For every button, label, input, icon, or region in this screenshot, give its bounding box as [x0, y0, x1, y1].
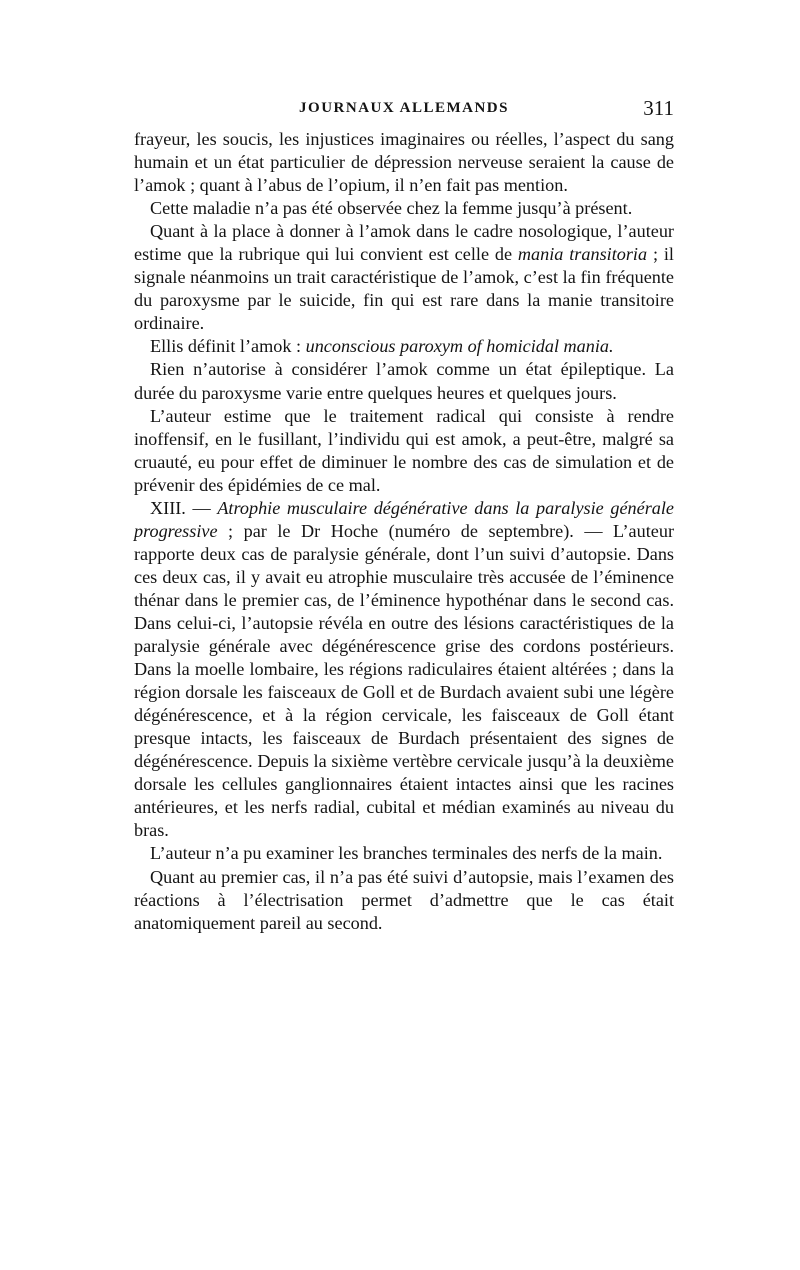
paragraph: [134, 128, 674, 197]
page-number: 311: [643, 96, 674, 120]
text-run: frayeur, les soucis, les injustices imaginaires ou réelles, l’aspect du sang humain et un état particulier de dépression nerveuse seraient la cause de l’amok ; quant à l’abus de l’opium, il n’en fait pas mention.: [134, 129, 674, 196]
text-run: XIII. —: [150, 497, 218, 518]
running-title: JOURNAUX ALLEMANDS: [299, 100, 509, 116]
text-run: Quant à la place à donner à l’amok dans le cadre nosologique, l’auteur estime que la rubrique qui lui convient est celle de: [134, 221, 674, 265]
italic-text: mania transitoria: [517, 244, 648, 265]
text-run: Rien n’autorise à considérer l’amok comme un état épileptique. La durée du paroxysme varie entre quelques heures et quelques jours.: [134, 359, 674, 403]
italic-text: unconscious paroxym of homicidal mania.: [305, 336, 614, 357]
paragraph: [134, 358, 674, 404]
text-run: L’auteur n’a pu examiner les branches terminales des nerfs de la main.: [150, 843, 663, 864]
paragraph: [134, 842, 674, 865]
paragraph: [134, 197, 674, 220]
paragraph: [134, 335, 674, 358]
running-head: [134, 96, 674, 122]
italic-text: Atrophie musculaire dégénérative dans la paralysie générale progressive: [134, 497, 674, 541]
body-text: [134, 128, 674, 935]
text-run: Cette maladie n’a pas été observée chez la femme jusqu’à présent.: [150, 198, 633, 219]
text-run: Quant au premier cas, il n’a pas été suivi d’autopsie, mais l’examen des réactions à l’électrisation permet d’admettre que le cas était anatomiquement pareil au second.: [134, 866, 674, 933]
paragraph: [134, 220, 674, 335]
text-run: ; il signale néanmoins un trait caractéristique de l’amok, c’est la fin fréquente du paroxysme par le suicide, fin qui est rare dans la manie transitoire ordinaire.: [134, 244, 674, 334]
text-run: L’auteur estime que le traitement radical qui consiste à rendre inoffensif, en le fusillant, l’individu qui est amok, a peut-être, malgré sa cruauté, eu pour effet de diminuer le nombre des cas de simulation et de prévenir des épidémies de ce mal.: [134, 405, 674, 495]
text-run: Ellis définit l’amok :: [150, 336, 306, 357]
paragraph: [134, 497, 674, 843]
text-run: ; par le Dr Hoche (numéro de septembre). — L’auteur rapporte deux cas de paralysie générale, dont l’un suivi d’autopsie. Dans ces deux cas, il y avait eu atrophie musculaire très accusée de l’éminence thénar dans le premier cas, de l’éminence hypothénar dans le second cas. Dans celui-ci, l’autopsie révéla en outre des lésions caractéristiques de la paralysie générale avec dégénérescence grise des cordons postérieurs. Dans la moelle lombaire, les régions radiculaires étaient altérées ; dans la région dorsale les faisceaux de Goll et de Burdach avaient subi une légère dégénérescence, et à la région cervicale, les faisceaux de Goll étant presque intacts, les faisceaux de Burdach présentaient des signes de dégénérescence. Depuis la sixième vertèbre cervicale jusqu’à la deuxième dorsale les cellules ganglionnaires étaient intactes ainsi que les racines antérieures, et les nerfs radial, cubital et médian examinés au niveau du bras.: [134, 520, 674, 841]
paragraph: [134, 405, 674, 497]
paragraph: [134, 866, 674, 935]
